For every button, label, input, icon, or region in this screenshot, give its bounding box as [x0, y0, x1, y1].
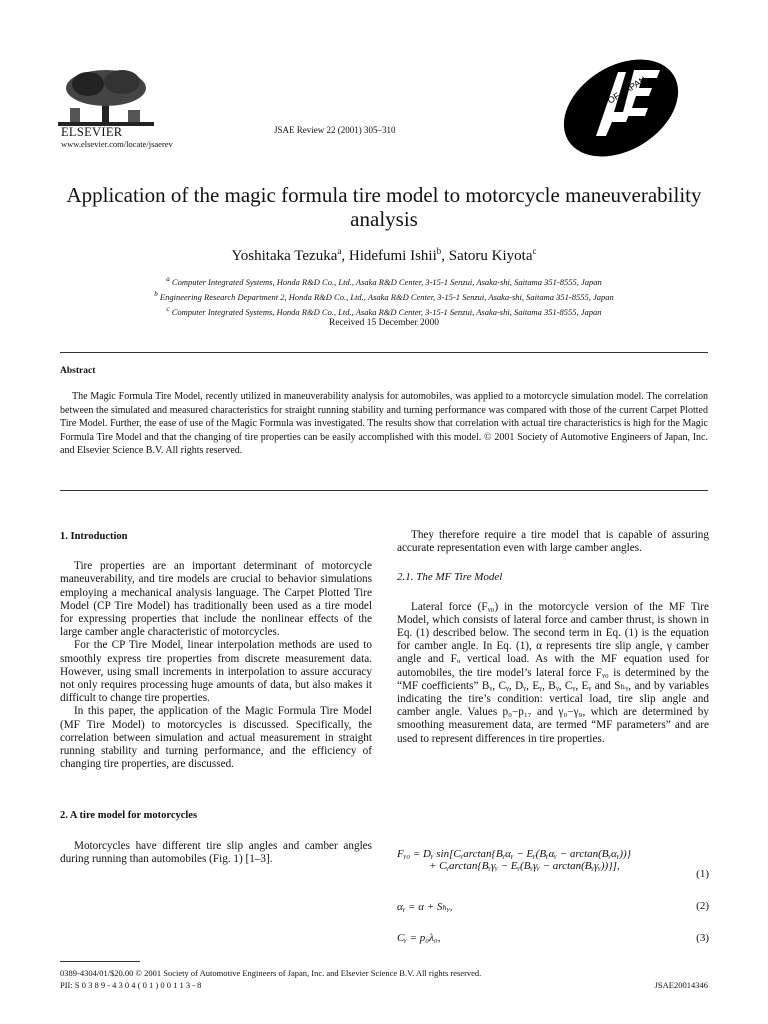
paragraph: They therefore require a tire model that is capable of assuring accurate representation even with large camber angles. — [397, 529, 709, 555]
equation-text: Fᵧ₀ = Dᵧ sin[Cᵧarctan{Bᵧαᵧ − Eᵧ(Bᵧαᵧ − arctan(Bᵧαᵧ))} — [397, 848, 632, 860]
publisher-url[interactable]: www.elsevier.com/locate/jsaerev — [61, 139, 173, 149]
divider — [60, 490, 708, 491]
author-name: Yoshitaka Tezuka — [231, 248, 338, 264]
elsevier-tree-logo — [58, 68, 154, 126]
affiliation-text: Computer Integrated Systems, Honda R&D Co., Ltd., Asaka R&D Center, 3-15-1 Senzui, Asaka-shi, Saitama 351-8555, Japan — [171, 306, 602, 317]
publisher-name: ELSEVIER — [61, 125, 123, 139]
paper-title: Application of the magic formula tire model to motorcycle maneuverability analysis — [66, 183, 702, 231]
affiliation-sup: a — [166, 275, 170, 283]
paragraph: Lateral force (Fᵧ₀) in the motorcycle version of the MF Tire Model, which consists of lateral force and camber thrust, is shown in Eq. (1) described below. The second term in Eq. (1) is the equation for camber angle. In Eq. (1), α represents tire slip angle, γ camber angle and Fᵤ vertical load. As with the MF equation used for automobiles, the tire model’s lateral force Fᵧ₀ is determined by the “MF coefficients” Bᵧ, Cᵧ, Dᵧ, Eᵧ, Bᵧ, Cᵧ, Eᵧ and Sₕᵧ, and by variables indicating the tire’s condition: vertical load, tire slip angle and camber angle. Values p₀−p₁₇ and γ₀−γ₉, which are determined by smoothing measurement data, are termed “MF parameters” and are used to represent differences in tire properties. — [397, 600, 709, 745]
affiliation-sup: c — [166, 304, 170, 313]
author-sup: c — [532, 246, 537, 256]
copyright-line: 0389-4304/01/$20.00 © 2001 Society of Automotive Engineers of Japan, Inc. and Elsevier Science B.V. All rights reserved. — [60, 968, 482, 978]
author-list: Yoshitaka Tezuka$^a$, Hidefumi Ishii$^b$, Satoru Kiyota$^c$ — [231, 246, 537, 264]
equation-number: (2) — [696, 900, 709, 912]
equation-number: (1) — [696, 868, 709, 880]
affiliation-line — [60, 273, 708, 288]
right-column — [397, 529, 709, 746]
abstract-text: The Magic Formula Tire Model, recently utilized in maneuverability analysis for automobiles, was applied to a motorcycle simulation model. The correlation between the simulated and measured characteristics for straight running stability and turning performance was compared with those of the current Carpet Plotted Tire Model. Further, the ease of use of the Magic Formula was investigated. The results show that correlation with actual tire characteristics is high for the Magic Formula Tire Model and that the changing of tire properties can be easily accomplished with this model. © 2001 Society of Automotive Engineers of Japan, Inc. and Elsevier Science B.V. All rights reserved. — [60, 391, 708, 457]
author-sup: a — [337, 246, 342, 256]
paragraph: In this paper, the application of the Magic Formula Tire Model (MF Tire Model) to motorcycles is discussed. Specifically, the correlation between simulation and actual measurement in straight running stability and turning performance, and the efficiency of changing tire properties, are discussed. — [60, 705, 372, 771]
paragraph: Motorcycles have different tire slip angles and camber angles during running than automobiles (Fig. 1) [1–3]. — [60, 839, 372, 865]
equation-text: Cᵧ = p₀λ₀, — [397, 932, 441, 944]
divider — [60, 352, 708, 353]
journal-header — [0, 0, 768, 160]
paragraph: For the CP Tire Model, linear interpolation methods are used to smoothly express tire properties from discrete measurement data. However, using small increments in interpolation to assure accuracy not only requires processing huge amounts of data, but also makes it difficult to change tire properties. — [60, 639, 372, 705]
author-sup: b — [436, 246, 442, 256]
jsae-logo — [556, 50, 686, 160]
paragraph: Tire properties are an important determinant of motorcycle maneuverability, and tire models are crucial to behavior simulations employing a mechanical analysis language. The Carpet Plotted Tire Model (CP Tire Model) has traditionally been used as a tire model for expressing properties that include the nonlinear effects of the large camber angle characteristic of motorcycles. — [60, 560, 372, 639]
page-footer — [60, 967, 708, 991]
svg-text:OF JAPAN: OF JAPAN — [605, 74, 648, 106]
equation-text: + Cᵧarctan{Bᵧγᵧ − Eᵧ(Bᵧγᵧ − arctan(Bᵧγᵧ))}], — [429, 860, 620, 872]
affiliation-sup: b — [154, 289, 158, 298]
footer-rule — [60, 961, 140, 962]
affiliations — [60, 273, 708, 317]
affiliation-line — [60, 303, 708, 318]
journal-citation: JSAE Review 22 (2001) 305–310 — [274, 125, 396, 135]
equation-1 — [397, 848, 709, 880]
left-column — [60, 530, 372, 866]
received-date: Received 15 December 2000 — [329, 318, 439, 328]
pii-line: PII: S 0 3 8 9 - 4 3 0 4 ( 0 1 ) 0 0 1 1 3 - 8 — [60, 980, 202, 990]
author-name: Hidefumi Ishii — [348, 248, 437, 264]
section-heading-introduction: 1. Introduction — [60, 531, 128, 542]
affiliation-text: Engineering Research Department 2, Honda R&D Co., Ltd., Asaka R&D Center, 3-15-1 Senzui, Asaka-shi, Saitama 351-8555, Japan — [159, 291, 614, 302]
affiliation-line — [60, 288, 708, 303]
article-code: JSAE20014346 — [654, 980, 708, 990]
equation-text: αᵧ = α + Sₕᵧ, — [397, 901, 453, 913]
affiliation-text: Computer Integrated Systems, Honda R&D Co., Ltd., Asaka R&D Center, 3-15-1 Senzui, Asaka-shi, Saitama 351-8555, Japan — [171, 276, 602, 287]
equation-3 — [397, 932, 709, 944]
subsection-heading-mf-model: 2.1. The MF Tire Model — [397, 571, 503, 584]
author-name: Satoru Kiyota — [448, 248, 533, 264]
section-heading-tire-model: 2. A tire model for motorcycles — [60, 810, 198, 822]
equation-number: (3) — [696, 932, 709, 944]
equation-2 — [397, 900, 709, 913]
abstract-heading: Abstract — [60, 366, 96, 376]
